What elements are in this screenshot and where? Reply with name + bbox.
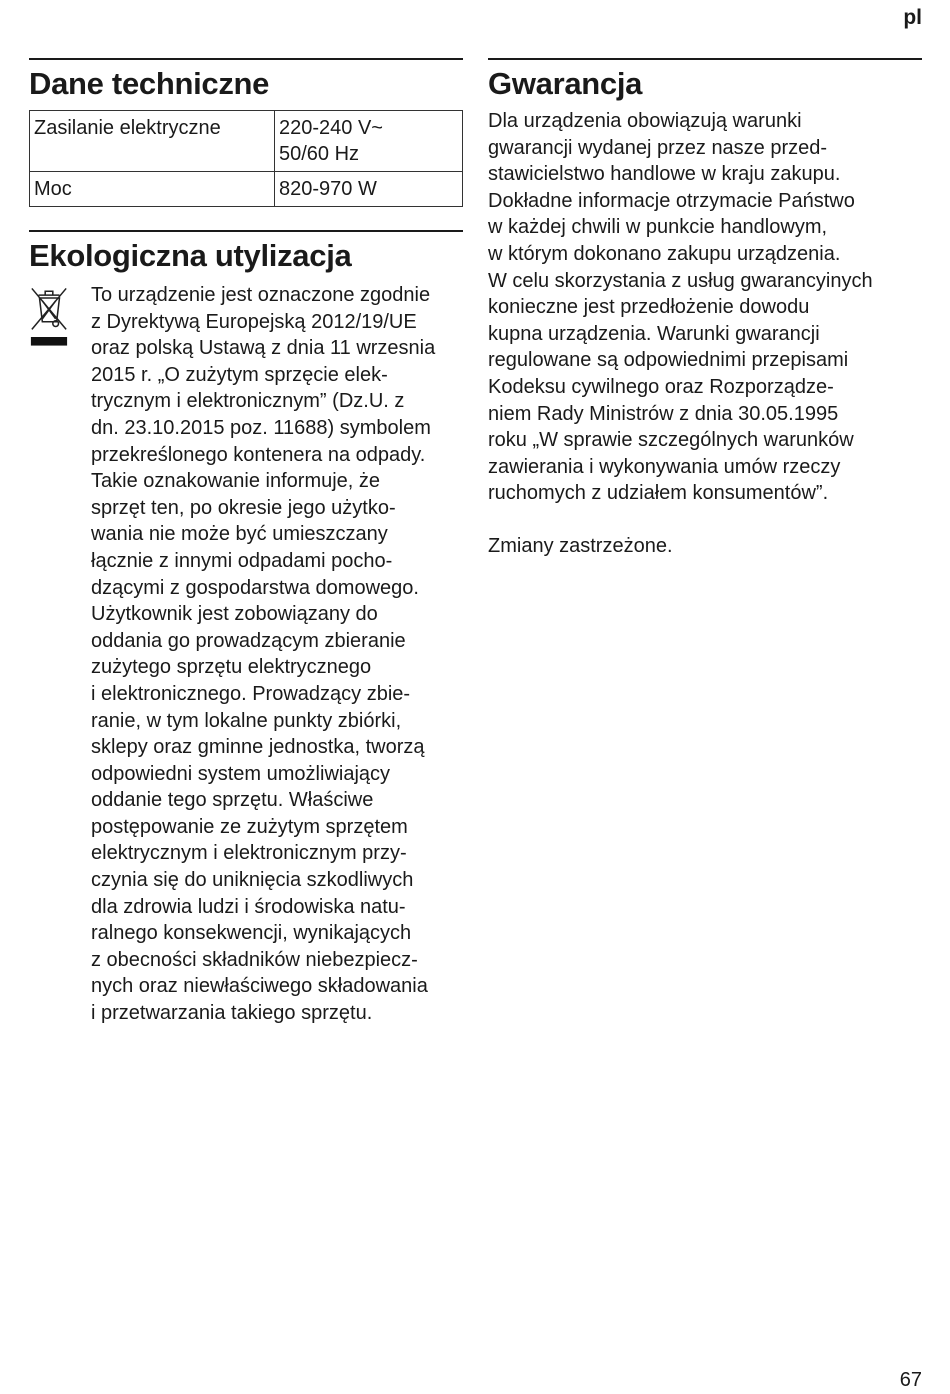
section-rule (29, 230, 463, 232)
technical-data-title: Dane techniczne (29, 66, 270, 101)
technical-data-table (29, 110, 463, 207)
spec-label: Moc (30, 172, 275, 207)
eco-disposal-text: To urządzenie jest oznaczone zgodnie z Dyrektywą Europejską 2012/19/UE oraz polską Ustawą z dnia 11 wrzesnia 2015 r. „O zużytym sprzęcie elek- trycznym i elektronicznym” (Dz.U. z dn. 23.10.2015 poz. 11688) symbolem przekreślonego kontenera na odpady. Takie oznakowanie informuje, że sprzęt ten, po okresie jego użytko- wania nie może być umieszczany łącznie z innymi odpadami pocho- dzącymi z gospodarstwa domowego. Użytkownik jest zobowiązany do oddania go prowadzącym zbieranie zużytego sprzętu elektrycznego i elektronicznego. Prowadzący zbie- ranie, w tym lokalne punkty zbiórki, sklepy oraz gminne jednostka, tworzą odpowiedni system umożliwiający oddanie tego sprzętu. Właściwe postępowanie ze zużytym sprzętem elektrycznym i elektronicznym przy- czynia się do uniknięcia szkodliwych dla zdrowia ludzi i środowiska natu- ralnego konsekwencji, wynikających z obecności składników niebezpiecz- nych oraz niewłaściwego składowania i przetwarzania takiego sprzętu. (91, 284, 436, 1025)
warranty-title: Gwarancja (488, 66, 643, 101)
crossed-out-wheelie-bin-icon (29, 284, 69, 350)
spec-value: 220-240 V~ 50/60 Hz (275, 111, 463, 172)
spec-label: Zasilanie elektryczne (30, 111, 275, 172)
page-number: 67 (899, 1369, 922, 1391)
left-column (29, 58, 463, 1027)
eco-disposal-body (29, 282, 463, 1027)
section-rule (29, 58, 463, 60)
changes-reserved-note: Zmiany zastrzeżone. (488, 534, 673, 557)
language-code: pl (903, 6, 922, 29)
warranty-section (488, 58, 922, 560)
eco-disposal-section (29, 230, 463, 1027)
table-row (30, 111, 463, 172)
table-row (30, 172, 463, 207)
eco-disposal-title: Ekologiczna utylizacja (29, 238, 352, 273)
warranty-text: Dla urządzenia obowiązują warunki gwarancji wydanej przez nasze przed- stawicielstwo handlowe w kraju zakupu. Dokładne informacje otrzymacie Państwo w każdej chwili w punkcie handlowym, w którym dokonano zakupu urządzenia. W celu skorzystania z usług gwarancyinych konieczne jest przedłożenie dowodu kupna urządzenia. Warunki gwarancji regulowane są odpowiednimi przepisami Kodeksu cywilnego oraz Rozporządze- niem Rady Ministrów z dnia 30.05.1995 roku „W sprawie szczególnych warunków zawierania i wykonywania umów rzeczy ruchomych z udziałem konsumentów”. (488, 110, 873, 505)
technical-data-section (29, 58, 463, 207)
right-column (488, 58, 922, 560)
section-rule (488, 58, 922, 60)
spec-value: 820-970 W (275, 172, 463, 207)
